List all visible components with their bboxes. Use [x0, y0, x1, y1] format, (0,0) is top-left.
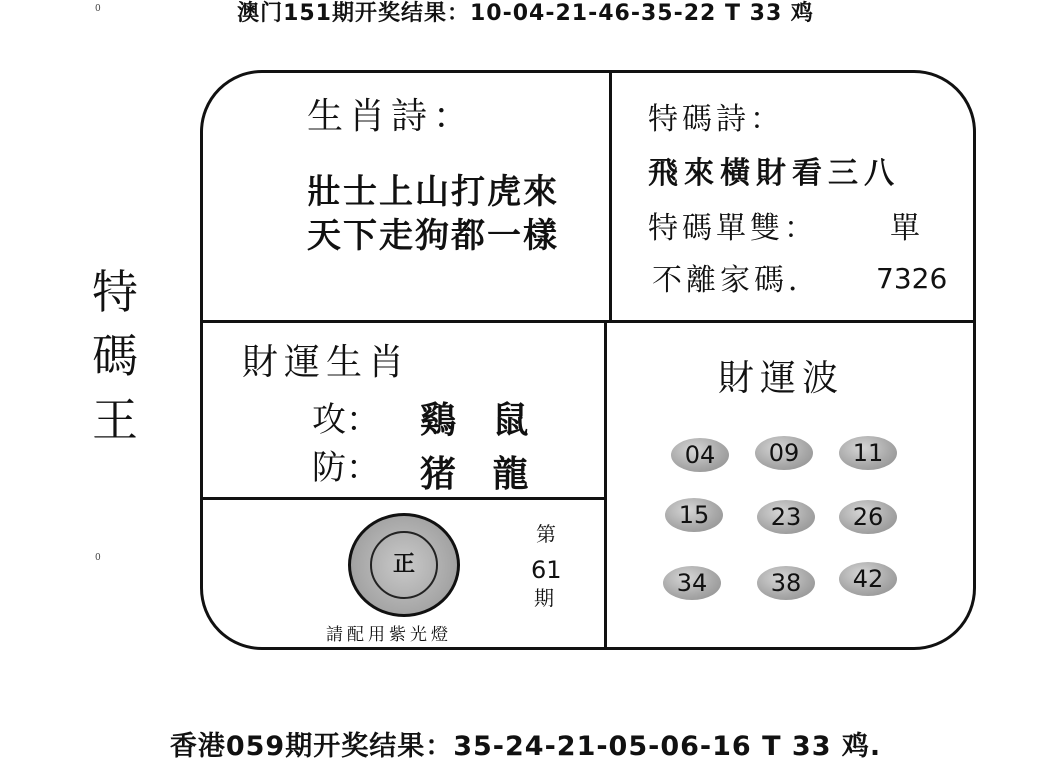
- macau-result-line: 澳门151期开奖结果：10-04-21-46-35-22 T 33 鸡: [237, 1, 814, 26]
- wave-ball: 38: [757, 566, 815, 600]
- divider-vertical-bottom: [604, 322, 607, 648]
- wave-ball: 42: [839, 562, 897, 596]
- special-poem-line: 飛來橫財看三八: [648, 156, 900, 191]
- wave-ball: 11: [839, 436, 897, 470]
- odd-even-value: 單: [890, 211, 924, 246]
- side-title-char-2: 碼: [92, 329, 138, 383]
- divider-horizontal-lower-left: [201, 497, 606, 500]
- attack-label: 攻：: [312, 400, 380, 440]
- side-title: [80, 260, 150, 452]
- wave-ball: 15: [665, 498, 723, 532]
- seal-center-char: 正: [392, 551, 415, 577]
- fortune-zodiac-label: 財運生肖: [242, 342, 411, 383]
- never-leave-value: 7326: [876, 262, 948, 295]
- wave-ball: 34: [663, 566, 721, 600]
- defend-value: 猪 龍: [420, 453, 529, 495]
- never-leave-label: 不離家碼．: [652, 263, 822, 298]
- zodiac-poem-line-1: 壯士上山打虎來: [307, 172, 559, 212]
- wave-ball: 23: [757, 500, 815, 534]
- seal-caption: 請配用紫光燈: [326, 625, 452, 645]
- divider-vertical-top: [609, 71, 612, 323]
- side-title-char-3: 王: [92, 393, 138, 447]
- fortune-wave-label: 財運波: [718, 358, 845, 399]
- side-title-char-1: 特: [92, 265, 138, 319]
- issue-number: 61: [531, 556, 562, 584]
- hongkong-result-line: 香港059期开奖结果：35-24-21-05-06-16 T 33 鸡.: [169, 731, 882, 762]
- attack-value: 鷄 鼠: [420, 399, 529, 441]
- wave-ball: 26: [839, 500, 897, 534]
- corner-mark-middle: 0: [95, 553, 101, 563]
- corner-mark-top: 0: [95, 4, 101, 14]
- wave-ball: 09: [755, 436, 813, 470]
- odd-even-label: 特碼單雙：: [648, 211, 818, 246]
- defend-label: 防：: [312, 448, 380, 488]
- special-poem-label: 特碼詩：: [648, 102, 784, 137]
- issue-suffix: 期: [534, 586, 554, 610]
- issue-prefix: 第: [536, 522, 556, 546]
- zodiac-poem-label: 生肖詩：: [307, 96, 476, 137]
- divider-horizontal-middle: [201, 320, 975, 323]
- wave-ball: 04: [671, 438, 729, 472]
- zodiac-poem-line-2: 天下走狗都一樣: [307, 216, 559, 256]
